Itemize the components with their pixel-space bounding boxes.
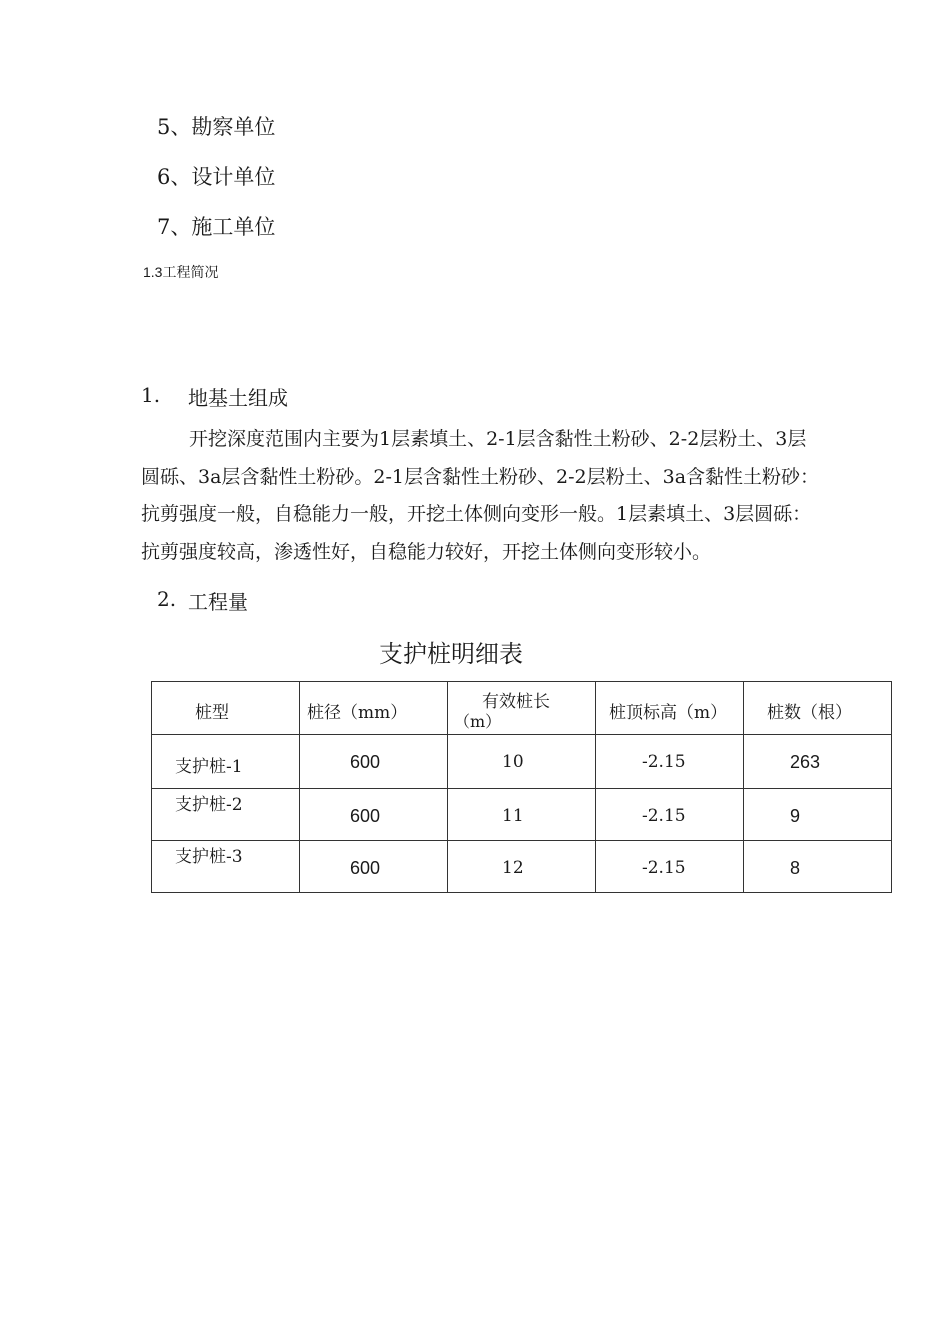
header-cell-count [744, 682, 892, 735]
cell-length-text: 10 [502, 752, 524, 772]
header-cell-type [152, 682, 300, 735]
subsection-2-title: 工程量 [188, 590, 248, 614]
table-row [152, 735, 892, 789]
cell-count [744, 735, 892, 789]
cell-elevation-text: -2.15 [642, 858, 686, 878]
cell-type-text: 支护桩-2 [175, 795, 243, 815]
table-row [152, 789, 892, 841]
paragraph-line: 抗剪强度较高，渗透性好，自稳能力较好，开挖土体侧向变形较小。 [141, 540, 712, 563]
header-length: 有效桩长 [482, 692, 550, 712]
cell-type [152, 789, 300, 841]
cell-diameter-text: 600 [350, 806, 381, 826]
header-length-unit: （m） [454, 712, 502, 731]
cell-diameter [300, 841, 448, 893]
cell-diameter [300, 735, 448, 789]
cell-count [744, 789, 892, 841]
cell-length [448, 789, 596, 841]
cell-length-text: 12 [502, 858, 524, 878]
header-elevation: 桩顶标高（m） [609, 703, 728, 723]
cell-elevation [596, 735, 744, 789]
paragraph [141, 421, 941, 571]
cell-length [448, 735, 596, 789]
table-header-row [152, 682, 892, 735]
cell-diameter-text: 600 [350, 752, 381, 772]
subsection-1-title: 地基土组成 [188, 386, 288, 410]
cell-elevation-text: -2.15 [642, 806, 686, 826]
cell-count-text: 8 [790, 858, 801, 878]
paragraph-line: 开挖深度范围内主要为1层素填土、2-1层含黏性土粉砂、2-2层粉土、3层 [189, 428, 807, 450]
paragraph-line: 圆砾、3a层含黏性土粉砂。2-1层含黏性土粉砂、2-2层粉土、3a含黏性土粉砂： [141, 465, 820, 488]
section-heading: 1.3工程简况 [143, 264, 219, 280]
header-cell-length [448, 682, 596, 735]
cell-count-text: 263 [790, 752, 821, 772]
cell-elevation-text: -2.15 [642, 752, 686, 772]
pile-table [151, 681, 892, 893]
header-cell-elevation [596, 682, 744, 735]
header-type: 桩型 [195, 703, 229, 723]
table-row [152, 841, 892, 893]
cell-length [448, 841, 596, 893]
cell-type-text: 支护桩-3 [175, 847, 243, 867]
subsection-1-number: 1. [141, 383, 161, 407]
list-item-survey-unit: 5、勘察单位 [157, 115, 276, 139]
list-item-construction-unit: 7、施工单位 [157, 215, 276, 239]
subsection-2-number: 2. [157, 587, 177, 611]
cell-count [744, 841, 892, 893]
cell-length-text: 11 [502, 806, 524, 826]
paragraph-line: 抗剪强度一般，自稳能力一般，开挖土体侧向变形一般。1层素填土、3层圆砾： [141, 503, 812, 525]
cell-type [152, 735, 300, 789]
list-item-design-unit: 6、设计单位 [157, 165, 276, 189]
header-count: 桩数（根） [767, 703, 852, 723]
cell-diameter-text: 600 [350, 858, 381, 878]
cell-type-text: 支护桩-1 [175, 757, 243, 777]
cell-elevation [596, 789, 744, 841]
cell-diameter [300, 789, 448, 841]
table-title: 支护桩明细表 [379, 640, 523, 668]
cell-elevation [596, 841, 744, 893]
header-cell-diameter [300, 682, 448, 735]
cell-count-text: 9 [790, 806, 801, 826]
cell-type [152, 841, 300, 893]
header-diameter: 桩径（mm） [307, 703, 408, 723]
